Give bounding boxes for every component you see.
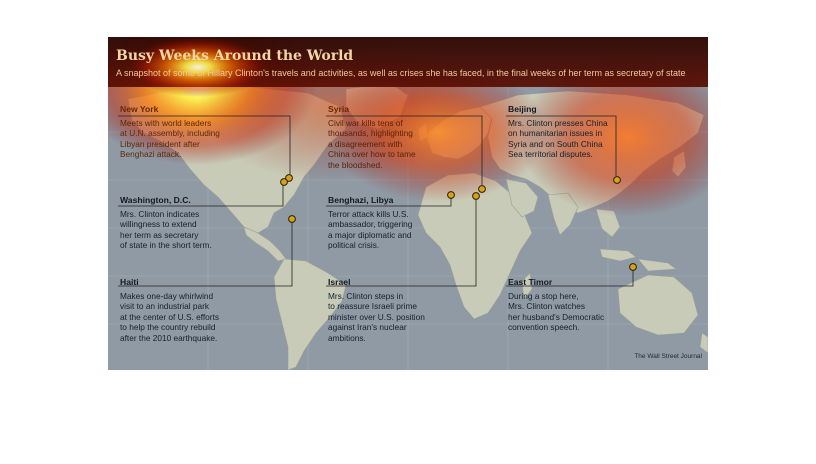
callout-line: Civil war kills tens of (328, 117, 403, 128)
map-graphic (108, 37, 708, 370)
callout-line: a disagreement with (328, 138, 403, 149)
callout-line: at U.N. assembly, including (120, 128, 220, 139)
callout-line: During a stop here, (508, 290, 579, 301)
callout-heading: Israel (328, 277, 351, 287)
callout-line: minister over U.S. position (328, 311, 425, 322)
callout-heading: East Timor (508, 277, 553, 287)
marker-washington (281, 179, 288, 186)
callout-heading: Syria (328, 104, 350, 114)
callout-line: after the 2010 earthquake. (120, 332, 218, 343)
callout-line: thousands, highlighting (328, 128, 413, 139)
callout-new-york (120, 104, 240, 160)
marker-syria (479, 186, 486, 193)
callout-line: at the center of U.S. efforts (120, 311, 219, 322)
callout-line: Mrs. Clinton indicates (120, 208, 200, 219)
callout-line: China over how to tame (328, 149, 416, 160)
callout-israel (328, 277, 448, 344)
graphic-title: Busy Weeks Around the World (116, 48, 354, 64)
callout-heading: Washington, D.C. (120, 195, 191, 205)
header-glow (128, 37, 268, 97)
callout-line: to reassure Israeli prime (328, 301, 417, 312)
callout-line: Mrs. Clinton watches (508, 301, 586, 312)
callout-line: Meets with world leaders (120, 117, 212, 128)
callout-line: willingness to extend (120, 219, 197, 230)
callout-east-timor (508, 277, 628, 333)
callout-line: on humanitarian issues in (508, 128, 603, 139)
callout-heading: Beijing (508, 104, 537, 114)
callout-syria (328, 104, 448, 171)
callout-line: her husband's Democratic (508, 311, 605, 322)
callout-line: visit to an industrial park (120, 301, 210, 312)
callout-line: Makes one-day whirlwind (120, 290, 214, 301)
callout-line: of state in the short term. (120, 240, 212, 251)
callout-heading: Haiti (120, 277, 139, 287)
source-credit: The Wall Street Journal (634, 353, 702, 360)
callout-line: Sea territorial disputes. (508, 149, 593, 160)
marker-east-timor (630, 264, 637, 271)
marker-haiti (289, 216, 296, 223)
callout-line: the bloodshed. (328, 159, 383, 170)
marker-benghazi (448, 192, 455, 199)
callout-benghazi (328, 195, 448, 251)
callout-line: convention speech. (508, 322, 580, 333)
callout-line: a major diplomatic and (328, 229, 412, 240)
callout-line: Libyan president after (120, 138, 200, 149)
callout-line: Benghazi attack. (120, 149, 182, 160)
callout-line: against Iran's nuclear (328, 322, 407, 333)
callout-heading: New York (120, 104, 159, 114)
callout-haiti (120, 277, 240, 344)
callout-line: ambitions. (328, 332, 366, 343)
marker-beijing (614, 177, 621, 184)
callout-line: her term as secretary (120, 229, 199, 240)
callout-line: Syria and on South China (508, 138, 603, 149)
callout-line: Terror attack kills U.S. (328, 208, 409, 219)
callout-heading: Benghazi, Libya (328, 195, 394, 205)
callout-line: political crisis. (328, 240, 380, 251)
callout-line: Mrs. Clinton steps in (328, 290, 404, 301)
callout-beijing (508, 104, 638, 160)
callout-washington (120, 195, 240, 251)
callout-line: ambassador, triggering (328, 219, 413, 230)
callout-line: to help the country rebuild (120, 322, 216, 333)
graphic-subtitle: A snapshot of some of Hillary Clinton's travels and activities, as well as crises she has faced, in the final weeks of her term as secretary of state (116, 68, 686, 78)
callout-line: Mrs. Clinton presses China (508, 117, 608, 128)
marker-israel (473, 193, 480, 200)
